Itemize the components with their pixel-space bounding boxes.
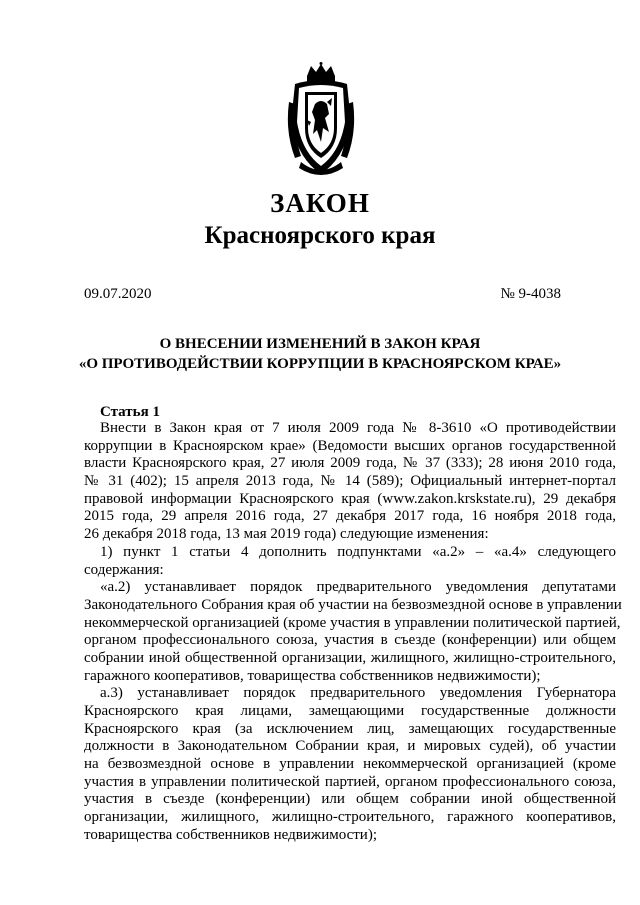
article-line: участия в съезде (конференции) или общем собрании иной общественной [84,791,616,808]
article-line: организации, жилищного, жилищно-строительного, гаражного кооперативов, [84,809,616,826]
article-line: 2015 года, 29 апреля 2016 года, 27 декабря 2017 года, 16 ноября 2018 года, [84,508,616,525]
article-line: товарищества собственников недвижимости); [84,826,377,843]
article-line: органом профессионального союза, участия в съезде (конференции) или общем [84,632,616,649]
article-line: участия в управлении политической партией, органом профессионального союза, [84,773,616,790]
article-heading: Статья 1 [100,404,160,420]
article-line: правовой информации Красноярского края (www.zakon.krskstate.ru), 29 декабря [84,490,616,507]
article-line: содержания: [84,561,164,578]
article-line: собрании иной общественной организации, жилищного, жилищно-строительного, [84,649,616,666]
document-number: № 9-4038 [500,286,561,302]
article-line: коррупции в Красноярском крае» (Ведомости высших органов государственной [84,437,616,454]
article-line: а.3) устанавливает порядок предварительного уведомления Губернатора [100,685,616,702]
law-subject-line-2: «О ПРОТИВОДЕЙСТВИИ КОРРУПЦИИ В КРАСНОЯРСКОМ КРАЕ» [78,356,562,372]
article-line: некоммерческой организацией (кроме участия в управлении политической партией, [84,614,621,631]
article-line: «а.2) устанавливает порядок предварительного уведомления депутатами [100,579,616,596]
article-body [84,420,622,845]
article-line: Внести в Закон края от 7 июля 2009 года № 8-3610 «О противодействии [100,420,616,436]
document-title: ЗАКОН [270,188,370,218]
article-line: 26 декабря 2018 года, 13 мая 2019 года) следующие изменения: [84,526,489,543]
article-line: гаражного кооперативов, товарищества собственников недвижимости); [84,667,541,684]
document-subtitle: Красноярского края [204,222,436,249]
article-line: власти Красноярского края, 27 июля 2009 года, № 37 (333); 28 июня 2010 года, [84,455,616,472]
article-line: Законодательного Собрания края об участии на безвозмездной основе в управлении [84,596,622,613]
article-line: на безвозмездной основе в управлении некоммерческой организацией (кроме [84,756,616,773]
law-subject-line-1: О ВНЕСЕНИИ ИЗМЕНЕНИЙ В ЗАКОН КРАЯ [159,336,481,352]
article-line: № 31 (402); 15 апреля 2013 года, № 14 (589); Официальный интернет-портал [84,473,616,490]
document-date: 09.07.2020 [84,286,152,302]
article-line: 1) пункт 1 статьи 4 дополнить подпунктами «а.2» – «а.4» следующего [100,543,616,560]
coat-of-arms-icon [285,62,357,179]
article-line: Красноярского края лицами, замещающими государственные должности [84,703,616,719]
article-line: Красноярского края (за исключением лиц, замещающих государственные [84,720,616,737]
article-line: должности в Законодательном Собрании края, и мировых судей), об участии [84,738,616,755]
